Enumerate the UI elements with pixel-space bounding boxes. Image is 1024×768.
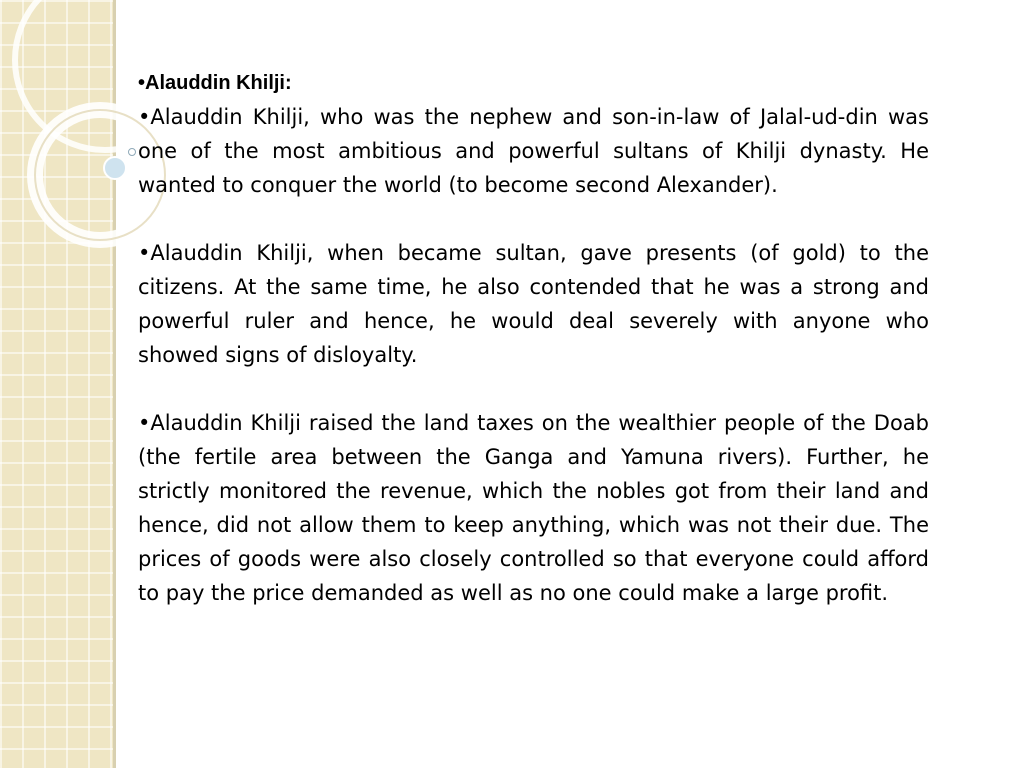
slide-content (138, 66, 929, 610)
paragraph-1: •Alauddin Khilji, who was the nephew and son-in-law of Jalal-ud-din was one of the most ambitious and powerful sultans of Khilji dynasty. He wanted to conquer the world (to become second Alexander). (138, 105, 929, 197)
paragraph-3: •Alauddin Khilji raised the land taxes on the wealthier people of the Doab (the fertile area between the Ganga and Yamuna rivers). Further, he strictly monitored the revenue, which the nobles got from their land and hence, did not allow them to keep anything, which was not their due. The prices of goods were also closely controlled so that everyone could afford to pay the price demanded as well as no one could make a large profit. (138, 411, 929, 605)
blue-dot-icon (104, 157, 126, 179)
paragraph-2: •Alauddin Khilji, when became sultan, gave presents (of gold) to the citizens. At the same time, he also contended that he was a strong and powerful ruler and hence, he would deal severely with anyone who showed signs of disloyalty. (138, 241, 929, 367)
small-ring-icon (129, 149, 136, 156)
paragraph-spacer (138, 372, 929, 406)
paragraph-spacer (138, 202, 929, 236)
slide-heading: •Alauddin Khilji: (138, 72, 292, 94)
